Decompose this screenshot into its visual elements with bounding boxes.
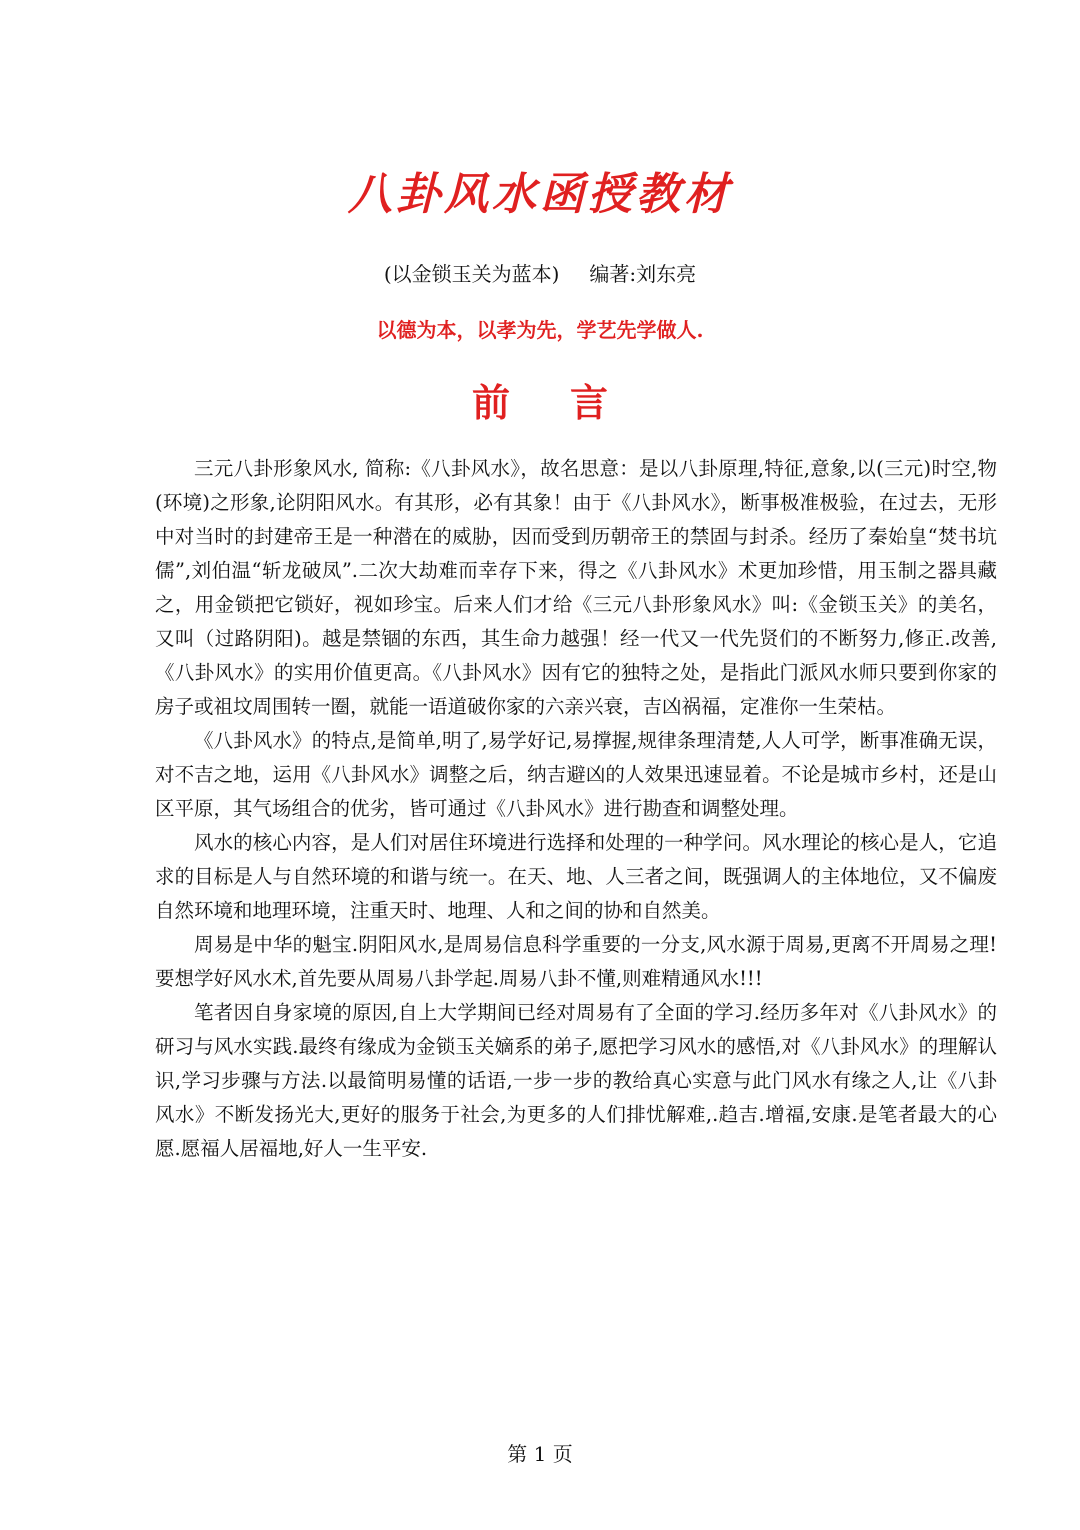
body-text <box>155 452 997 1166</box>
motto: 以德为本，以孝为先，学艺先学做人. <box>376 318 704 342</box>
author-credit: 编著:刘东亮 <box>589 262 697 286</box>
source-note: (以金锁玉关为蓝本) <box>383 262 560 286</box>
page-number: 第 1 页 <box>507 1442 573 1466</box>
section-heading: 前言 <box>471 380 668 425</box>
paragraph: 周易是中华的魁宝.阴阳风水,是周易信息科学重要的一分支,风水源于周易,更离不开周易之理!要想学好风水术,首先要从周易八卦学起.周易八卦不懂,则难精通风水!!! <box>155 933 997 990</box>
document-meta <box>0 258 1080 287</box>
paragraph: 笔者因自身家境的原因,自上大学期间已经对周易有了全面的学习.经历多年对《八卦风水》的研习与风水实践.最终有缘成为金锁玉关嫡系的弟子,愿把学习风水的感悟,对《八卦风水》的理解认识,学习步骤与方法.以最简明易懂的话语,一步一步的教给真心实意与此门风水有缘之人,让《八卦风水》不断发扬光大,更好的服务于社会,为更多的人们排忧解难,.趋吉.增福,安康.是笔者最大的心愿.愿福人居福地,好人一生平安. <box>155 1001 997 1160</box>
paragraph: 风水的核心内容，是人们对居住环境进行选择和处理的一种学问。风水理论的核心是人，它追求的目标是人与自然环境的和谐与统一。在天、地、人三者之间，既强调人的主体地位，又不偏废自然环境和地理环境，注重天时、地理、人和之间的协和自然美。 <box>155 831 997 922</box>
paragraph: 《八卦风水》的特点,是简单,明了,易学好记,易撑握,规律条理清楚,人人可学，断事准确无误，对不吉之地，运用《八卦风水》调整之后，纳吉避凶的人效果迅速显着。不论是城市乡村，还是山区平原，其气场组合的优劣，皆可通过《八卦风水》进行勘查和调整处理。 <box>155 729 997 820</box>
paragraph: 三元八卦形象风水, 简称:《八卦风水》，故名思意：是以八卦原理,特征,意象,以(三元)时空,物(环境)之形象,论阴阳风水。有其形，必有其象！由于《八卦风水》，断事极准极验，在过去，无形中对当时的封建帝王是一种潜在的威胁，因而受到历朝帝王的禁固与封杀。经历了秦始皇“焚书坑儒”,刘伯温“斩龙破凤”.二次大劫难而幸存下来，得之《八卦风水》术更加珍惜，用玉制之器具藏之，用金锁把它锁好，视如珍宝。后来人们才给《三元八卦形象风水》叫:《金锁玉关》的美名，又叫（过路阴阳)。越是禁锢的东西，其生命力越强！经一代又一代先贤们的不断努力,修正.改善,《八卦风水》的实用价值更高。《八卦风水》因有它的独特之处，是指此门派风水师只要到你家的房子或祖坟周围转一圈，就能一语道破你家的六亲兴衰，吉凶祸福，定准你一生荣枯。 <box>155 457 997 718</box>
document-title: 八卦风水函授教材 <box>348 169 732 220</box>
